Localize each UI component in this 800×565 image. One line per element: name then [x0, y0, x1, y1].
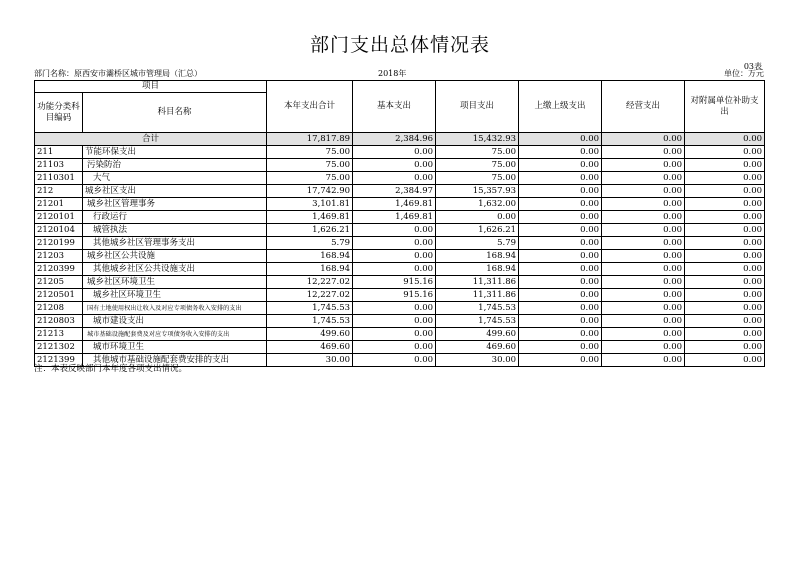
table-row [35, 263, 765, 276]
total-cell: 1,745.53 [267, 315, 353, 328]
header-subsidy: 对附属单位补助支出 [685, 81, 765, 133]
upper-cell: 0.00 [519, 198, 602, 211]
total-cell: 17,742.90 [267, 185, 353, 198]
name-cell: 国有土地使用权出让收入及对应专项债务收入安排的支出 [83, 302, 267, 315]
basic-cell: 1,469.81 [353, 211, 436, 224]
subsidy-cell: 0.00 [685, 341, 765, 354]
total-cell: 30.00 [267, 354, 353, 367]
subsidy-cell: 0.00 [685, 146, 765, 159]
basic-cell: 0.00 [353, 237, 436, 250]
basic-cell: 0.00 [353, 146, 436, 159]
upper-cell: 0.00 [519, 250, 602, 263]
upper-cell: 0.00 [519, 159, 602, 172]
table-note: 注：本表反映部门本年度各项支出情况。 [34, 364, 188, 374]
business-cell: 0.00 [602, 328, 685, 341]
table-row [35, 237, 765, 250]
table-row [35, 159, 765, 172]
total-row [35, 133, 765, 146]
total-cell: 17,817.89 [267, 133, 353, 146]
name-cell: 城管执法 [83, 224, 267, 237]
total-project-cell: 15,432.93 [436, 133, 519, 146]
upper-cell: 0.00 [519, 315, 602, 328]
total-cell: 469.60 [267, 341, 353, 354]
header-name: 科目名称 [83, 93, 267, 133]
header-code: 功能分类科目编码 [35, 93, 83, 133]
business-cell: 0.00 [602, 354, 685, 367]
basic-cell: 0.00 [353, 315, 436, 328]
name-cell: 城乡社区支出 [83, 185, 267, 198]
basic-cell: 2,384.97 [353, 185, 436, 198]
total-cell: 5.79 [267, 237, 353, 250]
upper-cell: 0.00 [519, 289, 602, 302]
project-cell: 469.60 [436, 341, 519, 354]
business-cell: 0.00 [602, 211, 685, 224]
table-row [35, 276, 765, 289]
upper-cell: 0.00 [519, 185, 602, 198]
code-cell: 212 [35, 185, 83, 198]
basic-cell: 1,469.81 [353, 198, 436, 211]
name-cell: 其他城乡社区公共设施支出 [83, 263, 267, 276]
table-row [35, 250, 765, 263]
project-cell: 30.00 [436, 354, 519, 367]
total-cell: 1,745.53 [267, 302, 353, 315]
subsidy-cell: 0.00 [685, 185, 765, 198]
name-cell: 城市环境卫生 [83, 341, 267, 354]
business-cell: 0.00 [602, 224, 685, 237]
table-row [35, 185, 765, 198]
basic-cell: 915.16 [353, 289, 436, 302]
business-cell: 0.00 [602, 198, 685, 211]
table-row [35, 224, 765, 237]
business-cell: 0.00 [602, 289, 685, 302]
upper-cell: 0.00 [519, 276, 602, 289]
code-cell: 21213 [35, 328, 83, 341]
subsidy-cell: 0.00 [685, 211, 765, 224]
basic-cell: 0.00 [353, 159, 436, 172]
business-cell: 0.00 [602, 302, 685, 315]
upper-cell: 0.00 [519, 328, 602, 341]
business-cell: 0.00 [602, 263, 685, 276]
subsidy-cell: 0.00 [685, 198, 765, 211]
basic-cell: 0.00 [353, 263, 436, 276]
total-upper-cell: 0.00 [519, 133, 602, 146]
department-name: 部门名称：原西安市灞桥区城市管理局（汇总） [34, 69, 202, 78]
name-cell: 污染防治 [83, 159, 267, 172]
code-cell: 2120101 [35, 211, 83, 224]
upper-cell: 0.00 [519, 211, 602, 224]
report-meta [34, 68, 764, 78]
form-number: 03表 [743, 62, 762, 71]
header-business: 经营支出 [602, 81, 685, 133]
basic-cell: 0.00 [353, 250, 436, 263]
name-cell: 城市基础设施配套费及对应专项债务收入安排的支出 [83, 328, 267, 341]
total-cell: 168.94 [267, 263, 353, 276]
project-cell: 15,357.93 [436, 185, 519, 198]
name-cell: 城乡社区公共设施 [83, 250, 267, 263]
basic-cell: 0.00 [353, 172, 436, 185]
table-row [35, 341, 765, 354]
total-cell: 1,626.21 [267, 224, 353, 237]
basic-cell: 0.00 [353, 354, 436, 367]
basic-cell: 0.00 [353, 302, 436, 315]
subsidy-cell: 0.00 [685, 159, 765, 172]
name-cell: 行政运行 [83, 211, 267, 224]
project-cell: 75.00 [436, 172, 519, 185]
total-basic-cell: 2,384.96 [353, 133, 436, 146]
business-cell: 0.00 [602, 250, 685, 263]
upper-cell: 0.00 [519, 302, 602, 315]
business-cell: 0.00 [602, 172, 685, 185]
name-cell: 其他城市基础设施配套费安排的支出 [83, 354, 267, 367]
name-cell: 城乡社区环境卫生 [83, 289, 267, 302]
code-cell: 2120199 [35, 237, 83, 250]
subsidy-cell: 0.00 [685, 315, 765, 328]
code-cell: 2120399 [35, 263, 83, 276]
total-cell: 499.60 [267, 328, 353, 341]
business-cell: 0.00 [602, 315, 685, 328]
business-cell: 0.00 [602, 237, 685, 250]
project-cell: 1,745.53 [436, 302, 519, 315]
project-cell: 499.60 [436, 328, 519, 341]
subsidy-cell: 0.00 [685, 276, 765, 289]
total-cell: 12,227.02 [267, 276, 353, 289]
upper-cell: 0.00 [519, 237, 602, 250]
name-cell: 节能环保支出 [83, 146, 267, 159]
header-basic: 基本支出 [353, 81, 436, 133]
total-business-cell: 0.00 [602, 133, 685, 146]
report-year: 2018年 [378, 69, 407, 78]
project-cell: 75.00 [436, 146, 519, 159]
code-cell: 21201 [35, 198, 83, 211]
code-cell: 211 [35, 146, 83, 159]
project-cell: 75.00 [436, 159, 519, 172]
report-title: 部门支出总体情况表 [309, 34, 490, 56]
table-row [35, 328, 765, 341]
table-row [35, 198, 765, 211]
table-row [35, 211, 765, 224]
name-cell: 城乡社区管理事务 [83, 198, 267, 211]
upper-cell: 0.00 [519, 354, 602, 367]
upper-cell: 0.00 [519, 172, 602, 185]
project-cell: 168.94 [436, 250, 519, 263]
subsidy-cell: 0.00 [685, 354, 765, 367]
basic-cell: 0.00 [353, 328, 436, 341]
subsidy-cell: 0.00 [685, 289, 765, 302]
code-cell: 21208 [35, 302, 83, 315]
project-cell: 1,632.00 [436, 198, 519, 211]
business-cell: 0.00 [602, 276, 685, 289]
subsidy-cell: 0.00 [685, 172, 765, 185]
name-cell: 其他城乡社区管理事务支出 [83, 237, 267, 250]
business-cell: 0.00 [602, 159, 685, 172]
basic-cell: 0.00 [353, 224, 436, 237]
subsidy-cell: 0.00 [685, 237, 765, 250]
subsidy-cell: 0.00 [685, 224, 765, 237]
project-cell: 1,745.53 [436, 315, 519, 328]
business-cell: 0.00 [602, 341, 685, 354]
total-cell: 1,469.81 [267, 211, 353, 224]
table-row [35, 289, 765, 302]
project-cell: 5.79 [436, 237, 519, 250]
header-upper: 上缴上级支出 [519, 81, 602, 133]
code-cell: 2120803 [35, 315, 83, 328]
total-cell: 75.00 [267, 146, 353, 159]
basic-cell: 0.00 [353, 341, 436, 354]
project-cell: 0.00 [436, 211, 519, 224]
code-cell: 2120104 [35, 224, 83, 237]
project-cell: 168.94 [436, 263, 519, 276]
project-cell: 1,626.21 [436, 224, 519, 237]
total-cell: 3,101.81 [267, 198, 353, 211]
code-cell: 21103 [35, 159, 83, 172]
name-cell: 城市建设支出 [83, 315, 267, 328]
upper-cell: 0.00 [519, 146, 602, 159]
total-cell: 12,227.02 [267, 289, 353, 302]
name-cell: 大气 [83, 172, 267, 185]
code-cell: 21205 [35, 276, 83, 289]
total-subsidy-cell: 0.00 [685, 133, 765, 146]
business-cell: 0.00 [602, 185, 685, 198]
subsidy-cell: 0.00 [685, 302, 765, 315]
project-cell: 11,311.86 [436, 289, 519, 302]
header-item-group: 项目 [35, 81, 267, 93]
total-cell: 168.94 [267, 250, 353, 263]
table-row [35, 315, 765, 328]
project-cell: 11,311.86 [436, 276, 519, 289]
code-cell: 21203 [35, 250, 83, 263]
code-cell: 2121399 [35, 354, 83, 367]
upper-cell: 0.00 [519, 341, 602, 354]
total-label: 合计 [35, 133, 267, 146]
code-cell: 2110301 [35, 172, 83, 185]
total-cell: 75.00 [267, 159, 353, 172]
table-row [35, 146, 765, 159]
header-total: 本年支出合计 [267, 81, 353, 133]
name-cell: 城乡社区环境卫生 [83, 276, 267, 289]
expenditure-table [34, 80, 765, 367]
subsidy-cell: 0.00 [685, 263, 765, 276]
amount-unit: 单位：万元 [724, 69, 764, 78]
business-cell: 0.00 [602, 146, 685, 159]
upper-cell: 0.00 [519, 224, 602, 237]
subsidy-cell: 0.00 [685, 328, 765, 341]
table-row [35, 172, 765, 185]
table-row [35, 302, 765, 315]
basic-cell: 915.16 [353, 276, 436, 289]
code-cell: 2120501 [35, 289, 83, 302]
subsidy-cell: 0.00 [685, 250, 765, 263]
total-cell: 75.00 [267, 172, 353, 185]
header-project: 项目支出 [436, 81, 519, 133]
code-cell: 2121302 [35, 341, 83, 354]
upper-cell: 0.00 [519, 263, 602, 276]
